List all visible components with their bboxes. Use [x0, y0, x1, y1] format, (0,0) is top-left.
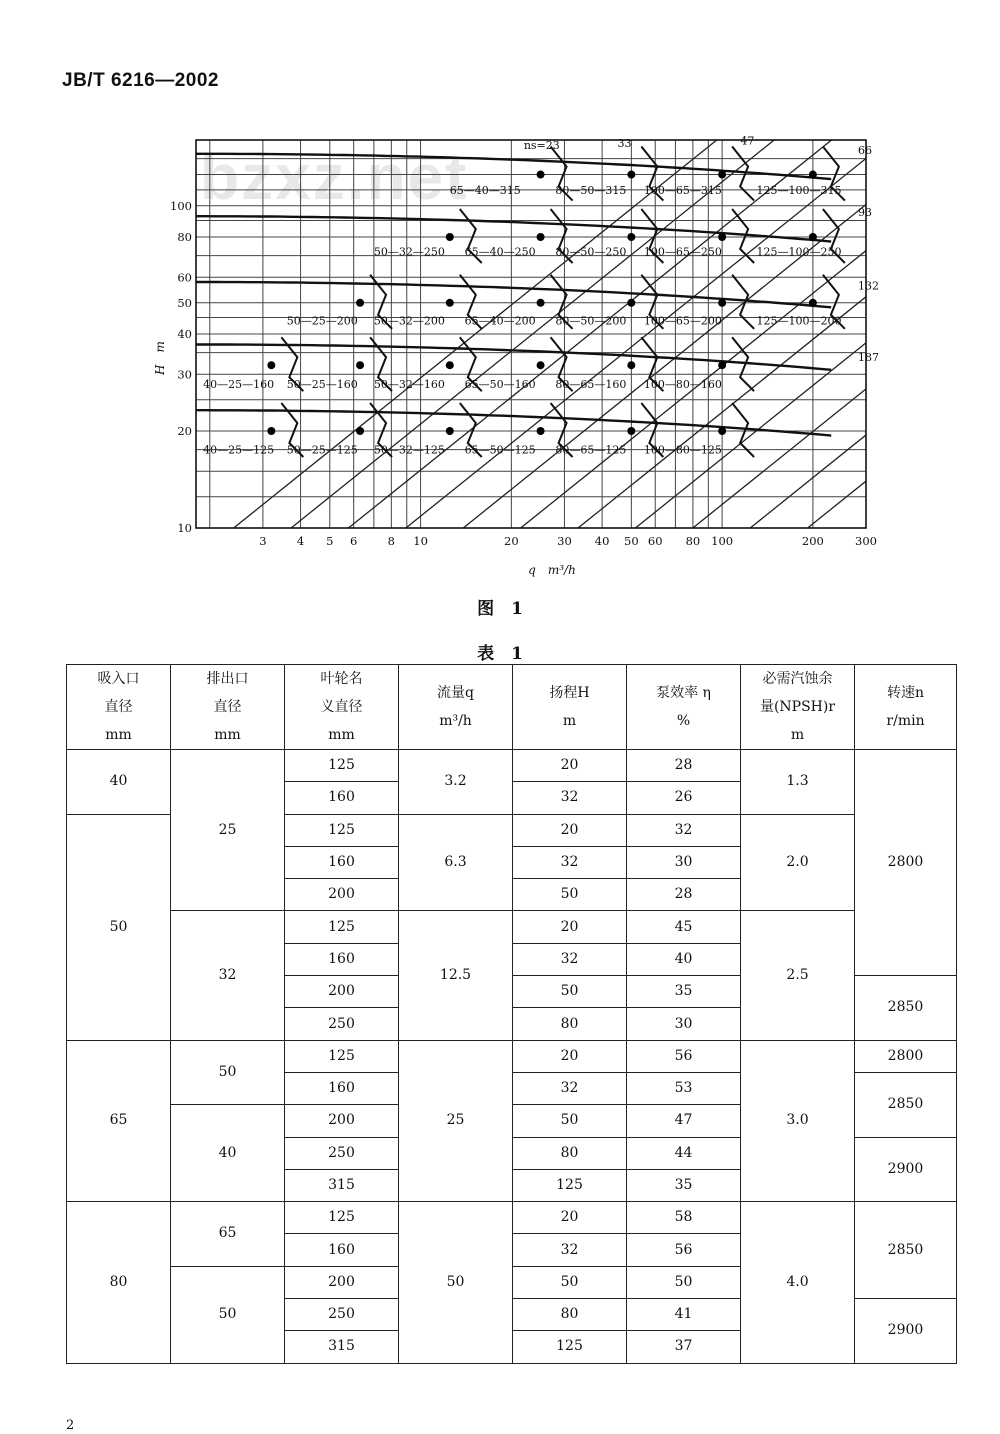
header-row [67, 665, 957, 750]
head-cell: 32 [513, 943, 627, 975]
x-tick-label: 100 [711, 534, 734, 548]
suction-diameter-cell: 50 [67, 814, 171, 1040]
pump-label: 80—65—160 [555, 377, 627, 391]
pump-label: 80—50—315 [555, 183, 627, 197]
pump-label: 50—25—125 [286, 443, 358, 457]
discharge-diameter-cell: 32 [171, 911, 285, 1040]
header-line: 直径 [104, 699, 133, 715]
duty-point [356, 299, 364, 307]
header-cell [627, 665, 741, 750]
pump-label: 40—25—160 [203, 377, 275, 391]
page-number: 2 [66, 1418, 75, 1433]
head-cell: 50 [513, 1266, 627, 1298]
duty-point [627, 361, 635, 369]
head-cell: 50 [513, 879, 627, 911]
duty-point [809, 299, 817, 307]
x-tick-label: 4 [296, 534, 305, 548]
pump-label: 80—65—125 [555, 443, 627, 457]
pump-label: 50—32—160 [373, 377, 445, 391]
head-cell: 50 [513, 1105, 627, 1137]
pump-label: 50—32—125 [373, 443, 445, 457]
efficiency-cell: 30 [627, 846, 741, 878]
x-tick-label: 20 [504, 534, 519, 548]
header-line: 排出口 [206, 671, 249, 687]
head-cell: 32 [513, 782, 627, 814]
suction-diameter-cell: 40 [67, 750, 171, 815]
efficiency-cell: 44 [627, 1137, 741, 1169]
efficiency-cell: 58 [627, 1202, 741, 1234]
header-line: 扬程H [549, 685, 590, 701]
pump-label: 80—50—200 [555, 314, 627, 328]
duty-point [446, 233, 454, 241]
impeller-diameter-cell: 200 [285, 1105, 399, 1137]
flow-cell: 50 [399, 1202, 513, 1363]
head-cell: 125 [513, 1169, 627, 1201]
impeller-diameter-cell: 160 [285, 1072, 399, 1104]
pump-label: 100—65—200 [643, 314, 722, 328]
impeller-diameter-cell: 250 [285, 1137, 399, 1169]
pump-label: 100—65—315 [643, 183, 722, 197]
performance-chart [140, 130, 880, 580]
x-tick-label: 5 [326, 534, 334, 548]
header-line: r/min [886, 713, 925, 729]
flow-cell: 3.2 [399, 750, 513, 815]
figure-caption: 图 1 [477, 599, 523, 619]
y-tick-label: 10 [177, 521, 192, 535]
watermark: bzxz.net [200, 141, 469, 213]
x-tick-label: 6 [350, 534, 358, 548]
discharge-diameter-cell: 65 [171, 1202, 285, 1267]
duty-point [627, 427, 635, 435]
duty-point [809, 171, 817, 179]
head-cell: 20 [513, 1040, 627, 1072]
duty-point [718, 233, 726, 241]
impeller-diameter-cell: 125 [285, 911, 399, 943]
efficiency-cell: 53 [627, 1072, 741, 1104]
y-tick-label: 80 [177, 230, 192, 244]
header-line: % [676, 713, 691, 729]
pump-label: 65—40—250 [464, 245, 536, 259]
head-cell: 32 [513, 846, 627, 878]
header-line: m [790, 727, 805, 743]
head-cell: 20 [513, 911, 627, 943]
discharge-diameter-cell: 40 [171, 1105, 285, 1202]
table-row [67, 1202, 957, 1234]
efficiency-cell: 28 [627, 750, 741, 782]
pump-label: 50—32—250 [373, 245, 445, 259]
spec-table [66, 664, 957, 1364]
efficiency-cell: 26 [627, 782, 741, 814]
head-curve [196, 216, 831, 241]
impeller-diameter-cell: 200 [285, 879, 399, 911]
speed-cell: 2850 [855, 1202, 957, 1299]
header-line: 直径 [213, 699, 242, 715]
head-cell: 20 [513, 814, 627, 846]
duty-point [446, 427, 454, 435]
duty-point [718, 427, 726, 435]
discharge-diameter-cell: 50 [171, 1266, 285, 1363]
speed-cell: 2850 [855, 976, 957, 1041]
header-line: mm [328, 727, 355, 743]
head-cell: 32 [513, 1072, 627, 1104]
pump-label: 50—32—200 [373, 314, 445, 328]
impeller-diameter-cell: 315 [285, 1331, 399, 1363]
npsh-cell: 1.3 [741, 750, 855, 815]
impeller-diameter-cell: 160 [285, 1234, 399, 1266]
header-cell [67, 665, 171, 750]
efficiency-cell: 50 [627, 1266, 741, 1298]
y-tick-label: 100 [170, 198, 192, 213]
header-cell [513, 665, 627, 750]
standard-code: JB/T 6216—2002 [62, 70, 219, 91]
speed-cell: 2850 [855, 1072, 957, 1137]
y-tick-label: 30 [177, 367, 192, 382]
head-curve [196, 154, 831, 179]
header-line: 转速n [886, 685, 925, 701]
x-axis-label: q m³/h [528, 563, 576, 577]
impeller-diameter-cell: 315 [285, 1169, 399, 1201]
head-cell: 80 [513, 1008, 627, 1040]
impeller-diameter-cell: 125 [285, 814, 399, 846]
impeller-diameter-cell: 200 [285, 976, 399, 1008]
table-row [67, 750, 957, 782]
header-cell [855, 665, 957, 750]
duty-point [356, 361, 364, 369]
npsh-cell: 3.0 [741, 1040, 855, 1201]
impeller-diameter-cell: 200 [285, 1266, 399, 1298]
x-tick-label: 40 [594, 534, 610, 548]
pump-label: 50—25—160 [286, 377, 358, 391]
x-tick-label: 30 [557, 534, 572, 548]
duty-point [718, 361, 726, 369]
pump-label: 65—40—200 [464, 314, 536, 328]
head-cell: 80 [513, 1299, 627, 1331]
efficiency-cell: 56 [627, 1040, 741, 1072]
header-line: 必需汽蚀余 [762, 671, 833, 687]
ns-label: 33 [617, 137, 632, 151]
head-cell: 32 [513, 1234, 627, 1266]
efficiency-cell: 40 [627, 943, 741, 975]
impeller-diameter-cell: 250 [285, 1008, 399, 1040]
discharge-diameter-cell: 25 [171, 750, 285, 911]
header-line: mm [105, 727, 132, 743]
pump-label: 100—80—160 [643, 377, 722, 391]
header-line: mm [214, 727, 241, 743]
ns-label: 132 [858, 279, 879, 293]
x-tick-label: 80 [685, 534, 701, 548]
suction-diameter-cell: 80 [67, 1202, 171, 1363]
duty-point [267, 427, 275, 435]
duty-point [537, 233, 545, 241]
pump-label: 100—80—125 [643, 443, 722, 457]
duty-point [627, 171, 635, 179]
x-tick-label: 10 [413, 534, 428, 548]
x-tick-label: 3 [259, 534, 267, 548]
efficiency-cell: 30 [627, 1008, 741, 1040]
pump-label: 125—100—200 [756, 314, 842, 328]
header-cell [741, 665, 855, 750]
duty-point [627, 233, 635, 241]
header-line: 流量q [437, 685, 474, 701]
efficiency-cell: 45 [627, 911, 741, 943]
ns-label: ns=23 [523, 139, 560, 153]
head-cell: 20 [513, 750, 627, 782]
duty-point [446, 299, 454, 307]
header-line: m [562, 713, 577, 729]
duty-point [537, 427, 545, 435]
duty-point [537, 171, 545, 179]
impeller-diameter-cell: 125 [285, 750, 399, 782]
pump-label: 40—25—125 [203, 443, 275, 457]
pump-label: 80—50—250 [555, 245, 627, 259]
y-tick-label: 40 [177, 327, 192, 341]
npsh-cell: 4.0 [741, 1202, 855, 1363]
header-cell [399, 665, 513, 750]
x-tick-label: 8 [387, 534, 396, 548]
pump-label: 100—65—250 [643, 245, 722, 259]
efficiency-cell: 32 [627, 814, 741, 846]
efficiency-cell: 37 [627, 1331, 741, 1363]
header-line: 义直径 [320, 699, 363, 715]
duty-point [718, 299, 726, 307]
efficiency-cell: 35 [627, 1169, 741, 1201]
impeller-diameter-cell: 160 [285, 846, 399, 878]
discharge-diameter-cell: 50 [171, 1040, 285, 1105]
flow-cell: 25 [399, 1040, 513, 1201]
table-row [67, 911, 957, 943]
efficiency-cell: 35 [627, 976, 741, 1008]
duty-point [809, 233, 817, 241]
duty-point [718, 171, 726, 179]
ns-label: 47 [740, 134, 755, 148]
pump-label: 50—25—200 [286, 314, 358, 328]
pump-label: 65—50—125 [464, 443, 536, 457]
impeller-diameter-cell: 125 [285, 1040, 399, 1072]
suction-diameter-cell: 65 [67, 1040, 171, 1201]
head-cell: 20 [513, 1202, 627, 1234]
efficiency-cell: 56 [627, 1234, 741, 1266]
header-line: 吸入口 [97, 671, 140, 687]
flow-cell: 6.3 [399, 814, 513, 911]
y-tick-label: 50 [177, 295, 192, 310]
pump-label: 65—40—315 [449, 183, 521, 197]
impeller-diameter-cell: 160 [285, 943, 399, 975]
efficiency-cell: 47 [627, 1105, 741, 1137]
header-cell [285, 665, 399, 750]
duty-point [267, 361, 275, 369]
pump-label: 65—50—160 [464, 377, 536, 391]
duty-point [446, 361, 454, 369]
duty-point [537, 361, 545, 369]
x-tick-label: 200 [801, 534, 824, 548]
impeller-diameter-cell: 250 [285, 1299, 399, 1331]
speed-cell: 2900 [855, 1299, 957, 1364]
y-axis-label: H m [153, 341, 167, 375]
ns-label: 93 [858, 205, 872, 219]
head-cell: 125 [513, 1331, 627, 1363]
efficiency-cell: 28 [627, 879, 741, 911]
efficiency-cell: 41 [627, 1299, 741, 1331]
ns-label: 66 [858, 143, 872, 157]
flow-cell: 12.5 [399, 911, 513, 1040]
header-line: 泵效率 η [656, 685, 711, 701]
x-tick-label: 300 [855, 534, 877, 548]
speed-cell: 2800 [855, 1040, 957, 1072]
header-line: 叶轮名 [320, 671, 363, 687]
duty-point [537, 299, 545, 307]
duty-point [627, 299, 635, 307]
header-line: m³/h [439, 713, 472, 729]
npsh-cell: 2.0 [741, 814, 855, 911]
table-caption: 表 1 [477, 644, 523, 664]
speed-cell: 2800 [855, 750, 957, 976]
x-tick-label: 60 [647, 534, 663, 548]
y-tick-label: 60 [177, 270, 192, 285]
head-cell: 50 [513, 976, 627, 1008]
duty-point [356, 427, 364, 435]
head-cell: 80 [513, 1137, 627, 1169]
pump-label: 125—100—315 [756, 183, 842, 197]
header-line: 量(NPSH)r [759, 699, 836, 715]
table-row [67, 1040, 957, 1072]
impeller-diameter-cell: 125 [285, 1202, 399, 1234]
npsh-cell: 2.5 [741, 911, 855, 1040]
header-cell [171, 665, 285, 750]
pump-label: 125—100—250 [756, 245, 842, 259]
x-tick-label: 50 [624, 534, 639, 548]
ns-label: 187 [858, 350, 879, 364]
y-tick-label: 20 [177, 424, 192, 438]
speed-cell: 2900 [855, 1137, 957, 1202]
impeller-diameter-cell: 160 [285, 782, 399, 814]
ns-line [865, 140, 880, 528]
